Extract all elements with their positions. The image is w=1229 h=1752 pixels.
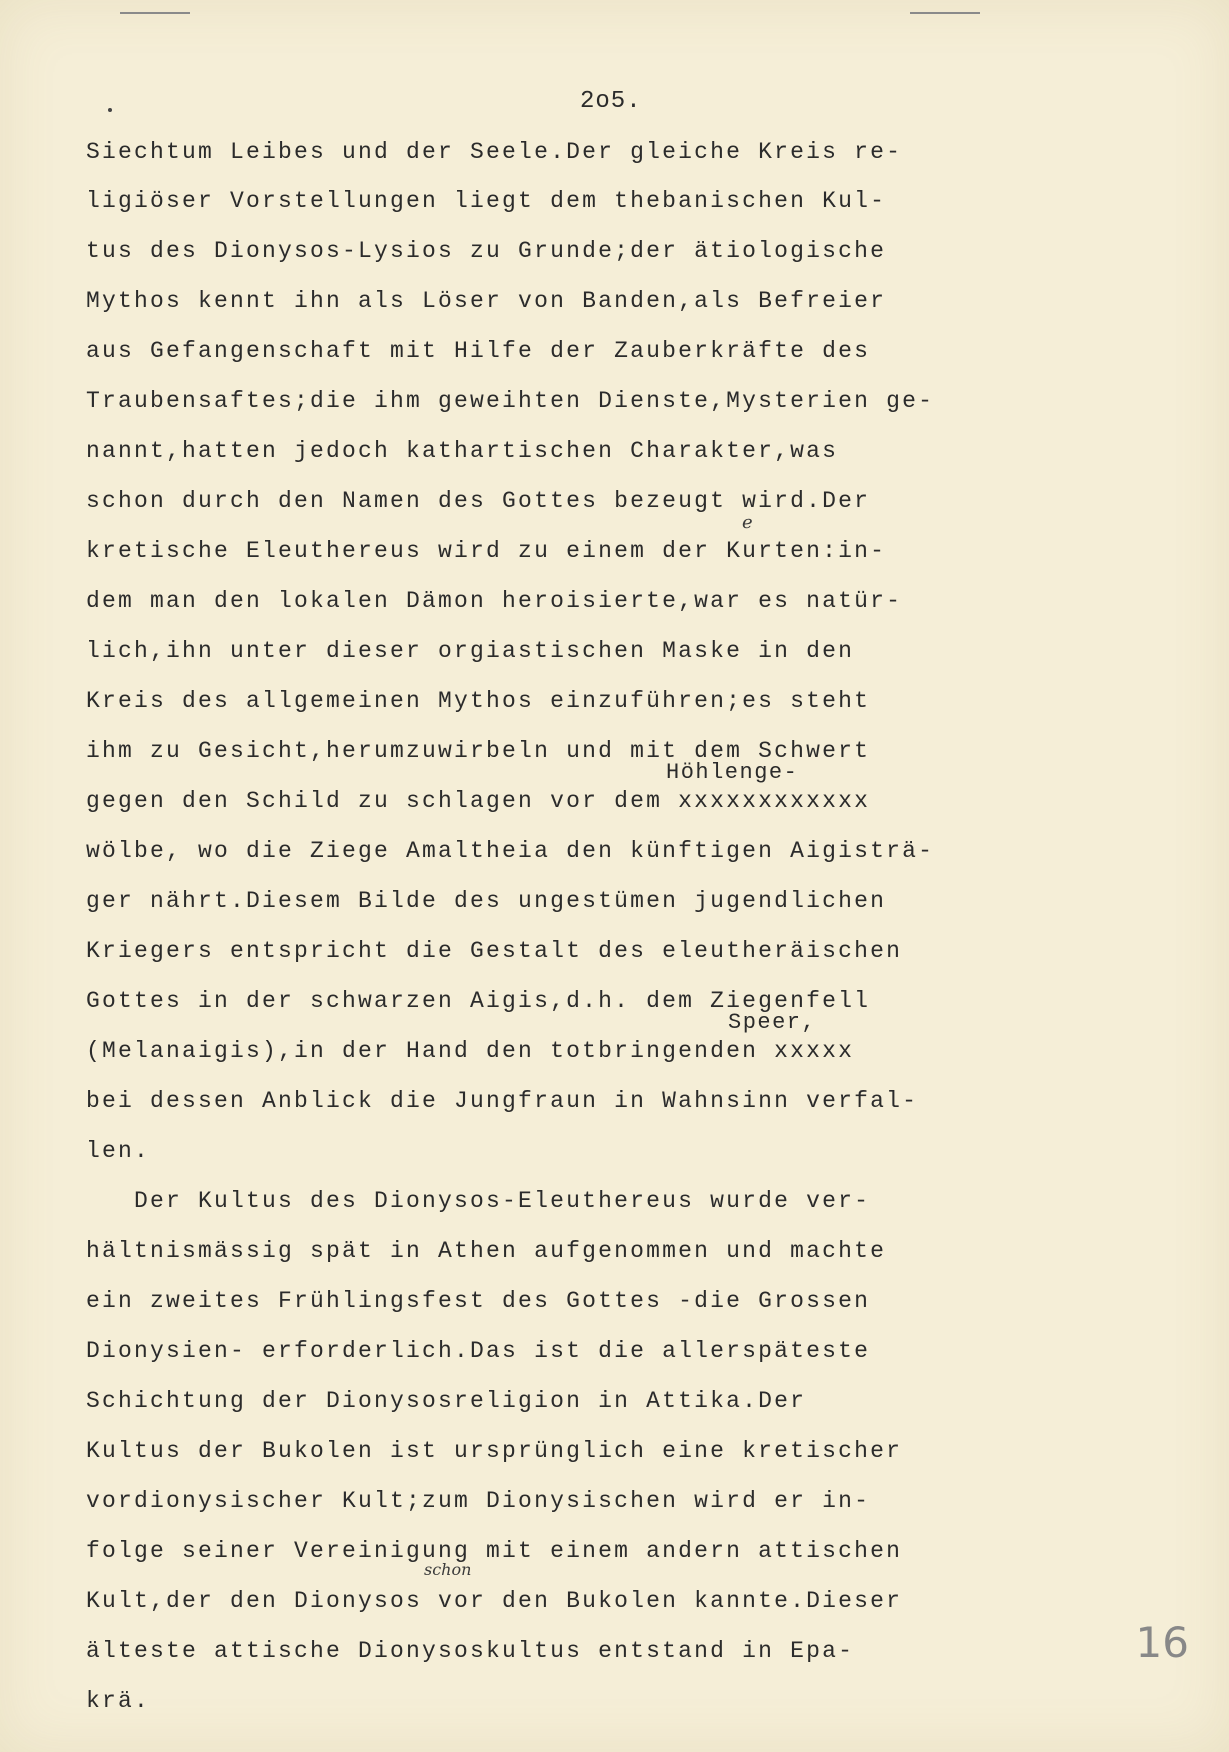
top-left-mark (120, 12, 190, 14)
text-line: ligiöser Vorstellungen liegt dem thebanischen Kul- (86, 188, 887, 214)
text-line: Kultus der Bukolen ist ursprünglich eine kretischer (86, 1438, 903, 1464)
text-line: wölbe, wo die Ziege Amaltheia den künftigen Aigisträ- (86, 838, 935, 864)
text-line: älteste attische Dionysoskultus entstand in Epa- (86, 1638, 855, 1664)
text-line: Gottes in der schwarzen Aigis,d.h. dem Ziegenfell (86, 988, 871, 1014)
text-line: ihm zu Gesicht,herumzuwirbeln und mit dem Schwert (86, 738, 871, 764)
text-line: krä. (86, 1688, 151, 1714)
handwritten-correction-e: e (742, 512, 753, 533)
text-line: ein zweites Frühlingsfest des Gottes -die Grossen (86, 1288, 871, 1314)
text-line: Kriegers entspricht die Gestalt des eleutheräischen (86, 938, 903, 964)
text-line: Siechtum Leibes und der Seele.Der gleiche Kreis re- (86, 139, 903, 165)
text-line: lich,ihn unter dieser orgiastischen Maske in den (86, 638, 855, 664)
text-line: Der Kultus des Dionysos-Eleuthereus wurde ver- (86, 1188, 871, 1214)
text-line: nannt,hatten jedoch kathartischen Charakter,was (86, 438, 839, 464)
text-line: Schichtung der Dionysosreligion in Attika.Der (86, 1388, 807, 1414)
text-line: kretische Eleuthereus wird zu einem der Kurten:in- (86, 538, 887, 564)
text-line: Dionysien- erforderlich.Das ist die allerspäteste (86, 1338, 871, 1364)
text-line: ger nährt.Diesem Bilde des ungestümen jugendlichen (86, 888, 887, 914)
insertion-speer: Speer, (728, 1010, 817, 1035)
insertion-hoehlengewoelbe: Höhlenge- (666, 760, 799, 785)
text-line: bei dessen Anblick die Jungfraun in Wahnsinn verfal- (86, 1088, 919, 1114)
text-line: (Melanaigis),in der Hand den totbringenden xxxxx (86, 1038, 855, 1064)
text-line: tus des Dionysos-Lysios zu Grunde;der ätiologische (86, 238, 887, 264)
text-line: Kult,der den Dionysos vor den Bukolen kannte.Dieser (86, 1588, 903, 1614)
text-line: vordionysischer Kult;zum Dionysischen wird er in- (86, 1488, 871, 1514)
text-line: schon durch den Namen des Gottes bezeugt wird.Der (86, 488, 871, 514)
text-line: folge seiner Vereinigung mit einem andern attischen (86, 1538, 903, 1564)
text-line: dem man den lokalen Dämon heroisierte,war es natür- (86, 588, 903, 614)
handwritten-correction-schon: schon (424, 1560, 472, 1579)
text-line: aus Gefangenschaft mit Hilfe der Zauberkräfte des (86, 338, 871, 364)
left-dot (108, 108, 112, 112)
text-line: Mythos kennt ihn als Löser von Banden,als Befreier (86, 288, 887, 314)
top-right-mark (910, 12, 980, 14)
text-line: hältnismässig spät in Athen aufgenommen und machte (86, 1238, 887, 1264)
text-line: Traubensaftes;die ihm geweihten Dienste,Mysterien ge- (86, 388, 935, 414)
margin-page-number: 16 (1135, 1618, 1189, 1667)
page-number: 2o5. (580, 88, 642, 115)
text-line: len. (86, 1138, 151, 1164)
text-line: gegen den Schild zu schlagen vor dem xxxxxxxxxxxx (86, 788, 871, 814)
text-line: Kreis des allgemeinen Mythos einzuführen;es steht (86, 688, 871, 714)
